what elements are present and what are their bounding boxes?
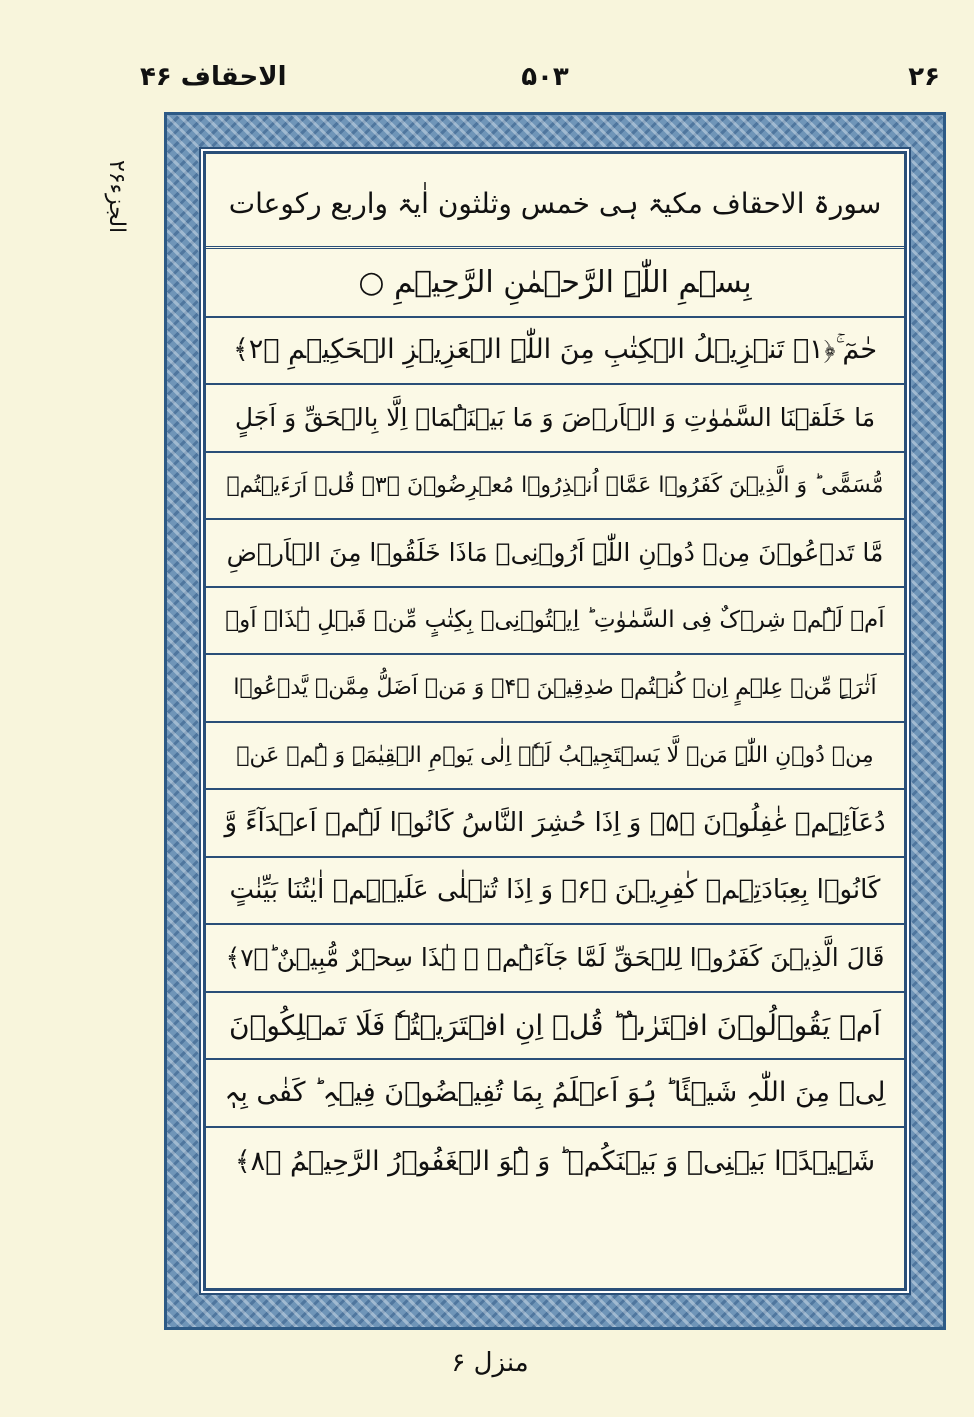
surah-heading: [206, 160, 904, 249]
text-line: [206, 1060, 904, 1128]
text-line-content: کَانُوۡا بِعِبَادَتِہِمۡ کٰفِرِیۡنَ ﴿۶﴾ وَ اِذَا تُتۡلٰی عَلَیۡہِمۡ اٰیٰتُنَا بَیِّنٰتٍ: [229, 875, 881, 906]
juz-side-label: الجزء۲۶: [104, 160, 129, 234]
text-line: [206, 723, 904, 791]
ornamental-frame: [164, 112, 946, 1330]
text-panel: [203, 151, 907, 1291]
text-line: [206, 250, 904, 318]
manzil-footer: منزل ۶: [451, 1348, 529, 1378]
text-line-content: بِسۡمِ اللّٰہِ الرَّحۡمٰنِ الرَّحِیۡمِ ○: [358, 265, 752, 301]
text-line-content: اَمۡ لَہُمۡ شِرۡکٌ فِی السَّمٰوٰتِ ؕ اِیۡتُوۡنِیۡ بِکِتٰبٍ مِّنۡ قَبۡلِ ہٰذَاۤ اَوۡ: [225, 607, 885, 634]
text-line: [206, 858, 904, 926]
verse-lines: [206, 250, 904, 1195]
text-line-content: شَہِیۡدًۢا بَیۡنِیۡ وَ بَیۡنَکُمۡ ؕ وَ ہُوَ الۡغَفُوۡرُ الرَّحِیۡمُ ﴿۸﴾: [234, 1145, 876, 1177]
text-line: [206, 1128, 904, 1196]
text-line-content: اَثٰرَۃٍ مِّنۡ عِلۡمٍ اِنۡ کُنۡتُمۡ صٰدِقِیۡنَ ﴿۴﴾ وَ مَنۡ اَضَلُّ مِمَّنۡ یَّدۡعُوۡا: [233, 675, 877, 701]
text-line: [206, 318, 904, 386]
text-line: [206, 993, 904, 1061]
page-header: [140, 62, 940, 102]
text-line-content: حٰمٓ ۚ﴿۱﴾ تَنۡزِیۡلُ الۡکِتٰبِ مِنَ اللّٰہِ الۡعَزِیۡزِ الۡحَکِیۡمِ ﴿۲﴾: [232, 334, 878, 366]
text-line-content: مُّسَمًّی ؕ وَ الَّذِیۡنَ کَفَرُوۡا عَمَّاۤ اُنۡذِرُوۡا مُعۡرِضُوۡنَ ﴿۳﴾ قُلۡ اَرَءَیۡتُمۡ: [226, 472, 884, 498]
text-line: [206, 790, 904, 858]
page-number: ۵۰۳: [521, 62, 569, 92]
text-line-content: اَمۡ یَقُوۡلُوۡنَ افۡتَرٰىہُ ؕ قُلۡ اِنِ افۡتَرَیۡتُہٗ فَلَا تَمۡلِکُوۡنَ: [228, 1008, 882, 1042]
text-line: [206, 385, 904, 453]
para-number: ۲۶: [908, 62, 940, 92]
text-line-content: لِیۡ مِنَ اللّٰہِ شَیۡئًا ؕ ہُوَ اَعۡلَمُ بِمَا تُفِیۡضُوۡنَ فِیۡہِ ؕ کَفٰی بِہٖ: [224, 1077, 886, 1109]
text-line: [206, 925, 904, 993]
text-line-content: دُعَآئِہِمۡ غٰفِلُوۡنَ ﴿۵﴾ وَ اِذَا حُشِرَ النَّاسُ کَانُوۡا لَہُمۡ اَعۡدَآءً وَّ: [224, 807, 886, 838]
surah-reference: الاحقاف ۴۶: [140, 62, 287, 92]
text-line-content: مِنۡ دُوۡنِ اللّٰہِ مَنۡ لَّا یَسۡتَجِیۡبُ لَہٗۤ اِلٰی یَوۡمِ الۡقِیٰمَۃِ وَ ہُمۡ عَنۡ: [236, 742, 874, 768]
text-line: [206, 520, 904, 588]
text-line: [206, 655, 904, 723]
surah-heading-text: سورۃ الاحقاف مکیۃ ہی خمس وثلثون اٰیۃ واربع رکوعات: [228, 186, 882, 220]
text-line: [206, 588, 904, 656]
text-line-content: مَا خَلَقۡنَا السَّمٰوٰتِ وَ الۡاَرۡضَ وَ مَا بَیۡنَہُمَاۤ اِلَّا بِالۡحَقِّ وَ اَجَلٍ: [234, 403, 876, 433]
text-line-content: مَّا تَدۡعُوۡنَ مِنۡ دُوۡنِ اللّٰہِ اَرُوۡنِیۡ مَاذَا خَلَقُوۡا مِنَ الۡاَرۡضِ: [226, 538, 884, 568]
text-line-content: قَالَ الَّذِیۡنَ کَفَرُوۡا لِلۡحَقِّ لَمَّا جَآءَہُمۡ ۙ ہٰذَا سِحۡرٌ مُّبِیۡنٌ ؕ﴿۷﴾: [225, 943, 885, 973]
text-line: [206, 453, 904, 521]
